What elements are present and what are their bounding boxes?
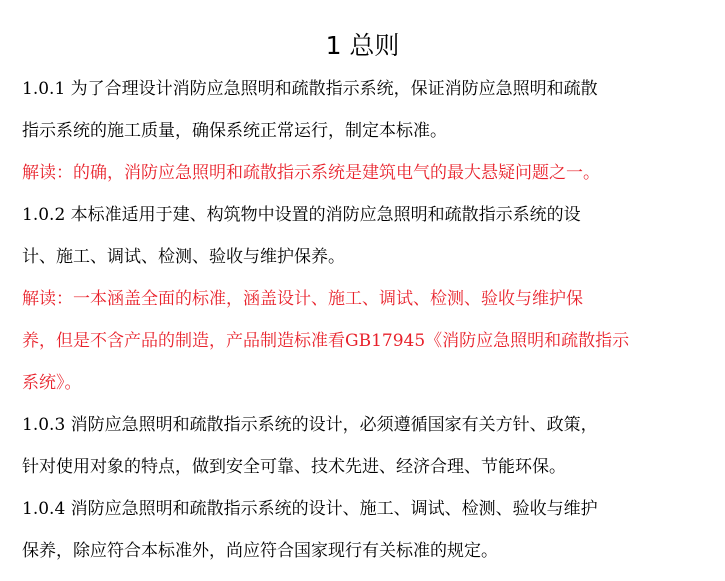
clause-1-0-1-line-2: 指示系统的施工质量，确保系统正常运行，制定本标准。 [22,121,447,141]
annotation-1-line-1: 解读：的确，消防应急照明和疏散指示系统是建筑电气的最大悬疑问题之一。 [22,163,600,183]
chapter-title: 1 总则 [325,31,400,60]
annotation-2-line-3: 系统》。 [22,373,82,393]
clause-1-0-2-line-2: 计、施工、调试、检测、验收与维护保养。 [22,247,345,267]
clause-1-0-4-line-1: 1.0.4 消防应急照明和疏散指示系统的设计、施工、调试、检测、验收与维护 [22,499,598,519]
clause-1-0-4-line-2: 保养，除应符合本标准外，尚应符合国家现行有关标准的规定。 [22,541,498,561]
clause-1-0-1-line-1: 1.0.1 为了合理设计消防应急照明和疏散指示系统，保证消防应急照明和疏散 [22,79,598,99]
clause-1-0-3-line-1: 1.0.3 消防应急照明和疏散指示系统的设计，必须遵循国家有关方针、政策， [22,415,598,435]
clause-1-0-3-line-2: 针对使用对象的特点，做到安全可靠、技术先进、经济合理、节能环保。 [22,457,566,477]
annotation-2-line-1: 解读：一本涵盖全面的标准，涵盖设计、施工、调试、检测、验收与维护保 [22,289,583,309]
annotation-2-line-2: 养，但是不含产品的制造，产品制造标准看GB17945《消防应急照明和疏散指示 [22,331,630,351]
clause-1-0-2-line-1: 1.0.2 本标准适用于建、构筑物中设置的消防应急照明和疏散指示系统的设 [22,205,581,225]
